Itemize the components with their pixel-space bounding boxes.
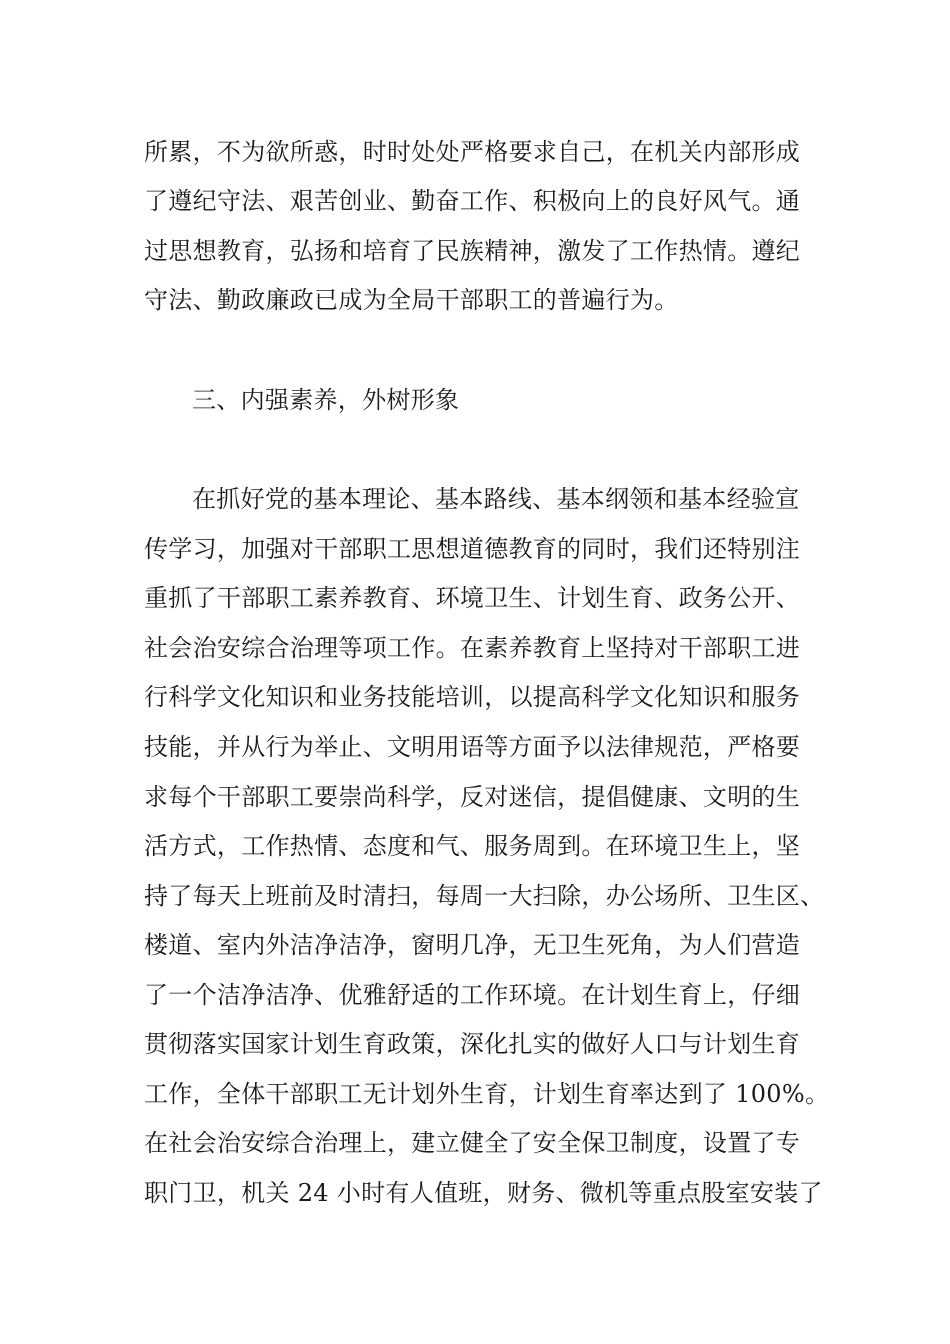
paragraph-line: 求每个干部职工要崇尚科学，反对迷信，提倡健康、文明的生	[144, 783, 801, 811]
paragraph-line: 了遵纪守法、艰苦创业、勤奋工作、积极向上的良好风气。通	[144, 187, 801, 215]
paragraph-line: 楼道、室内外洁净洁净，窗明几净，无卫生死角，为人们营造	[144, 931, 801, 959]
paragraph-line: 在抓好党的基本理论、基本路线、基本纲领和基本经验宣	[192, 485, 800, 513]
paragraph-line: 工作，全体干部职工无计划外生育，计划生育率达到了 100%。	[144, 1080, 830, 1108]
paragraph-line: 重抓了干部职工素养教育、环境卫生、计划生育、政务公开、	[144, 584, 801, 612]
paragraph-line: 所累，不为欲所惑，时时处处严格要求自己，在机关内部形成	[144, 138, 801, 166]
paragraph-line: 守法、勤政廉政已成为全局干部职工的普遍行为。	[144, 286, 679, 314]
paragraph-line: 持了每天上班前及时清扫，每周一大扫除，办公场所、卫生区、	[144, 882, 825, 910]
paragraph-line: 过思想教育，弘扬和培育了民族精神，激发了工作热情。遵纪	[144, 237, 801, 265]
paragraph-line: 活方式，工作热情、态度和气、服务周到。在环境卫生上，坚	[144, 832, 801, 860]
paragraph-line: 行科学文化知识和业务技能培训，以提高科学文化知识和服务	[144, 683, 801, 711]
paragraph-line: 贯彻落实国家计划生育政策，深化扎实的做好人口与计划生育	[144, 1030, 801, 1058]
paragraph-line: 在社会治安综合治理上，建立健全了安全保卫制度，设置了专	[144, 1129, 801, 1157]
paragraph-line: 职门卫，机关 24 小时有人值班，财务、微机等重点股室安装了	[144, 1179, 823, 1207]
section-heading: 三、内强素养，外树形象	[192, 386, 460, 414]
paragraph-line: 技能，并从行为举止、文明用语等方面予以法律规范，严格要	[144, 733, 801, 761]
paragraph-line: 传学习，加强对干部职工思想道德教育的同时，我们还特别注	[144, 535, 801, 563]
paragraph-line: 社会治安综合治理等项工作。在素养教育上坚持对干部职工进	[144, 634, 801, 662]
paragraph-line: 了一个洁净洁净、优雅舒适的工作环境。在计划生育上，仔细	[144, 981, 801, 1009]
